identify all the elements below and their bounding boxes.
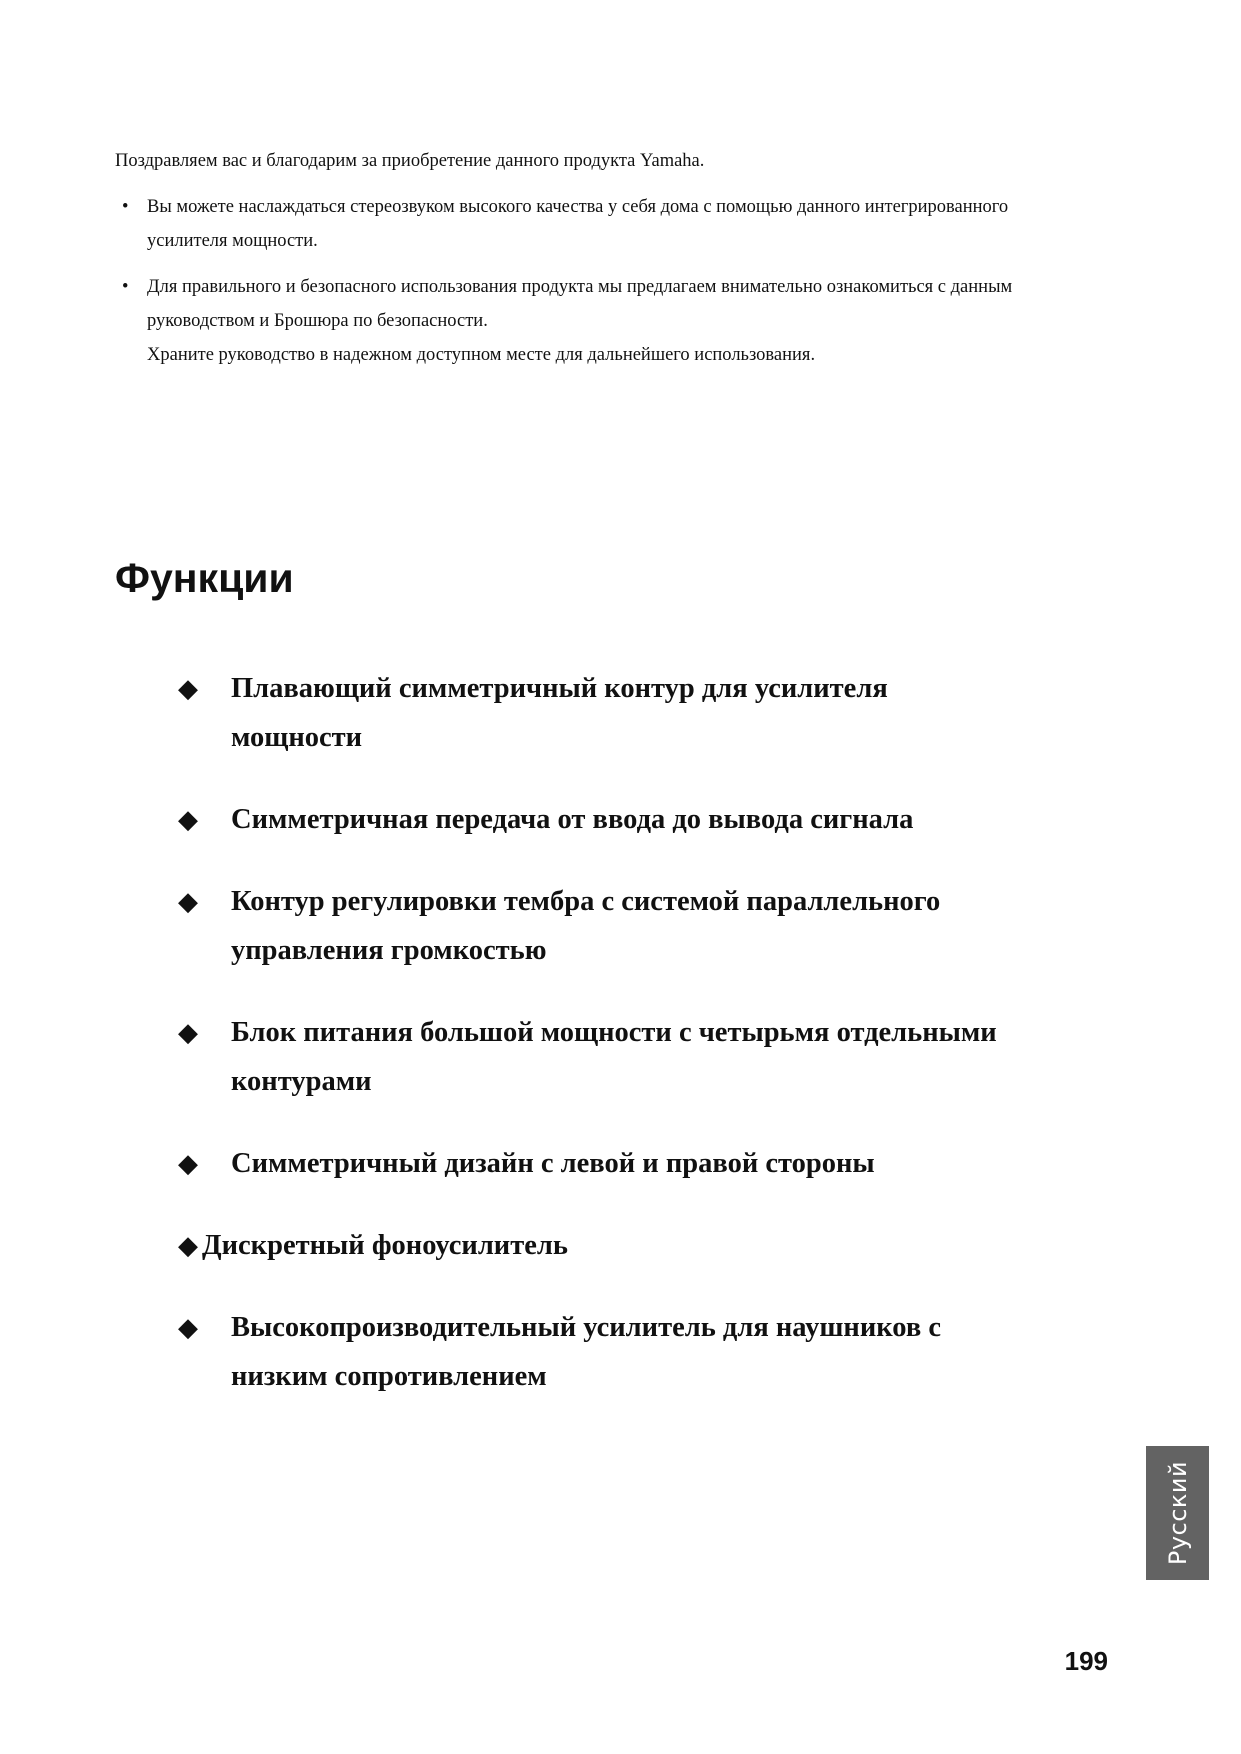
feature-item (178, 795, 1118, 844)
feature-text: Блок питания большой мощности с четырьмя отдельными (231, 1017, 997, 1048)
feature-item (178, 1303, 1118, 1401)
bullet-text: усилителя мощности. (147, 231, 318, 251)
feature-text: контурами (231, 1066, 372, 1097)
feature-text: низким сопротивлением (231, 1361, 547, 1392)
feature-item (178, 877, 1118, 975)
language-tab-label: Русский (1163, 1460, 1192, 1566)
bullet-icon: • (122, 277, 129, 297)
list-item (115, 190, 1105, 258)
greeting-text: Поздравляем вас и благодарим за приобретение данного продукта Yamaha. (115, 151, 705, 171)
bullet-text: Вы можете наслаждаться стереозвуком высокого качества у себя дома с помощью данного интегрированного (147, 197, 1009, 217)
feature-text: Дискретный фоноусилитель (202, 1230, 568, 1261)
feature-item (178, 1221, 1118, 1270)
diamond-icon: ◆ (178, 887, 198, 916)
language-tab (1146, 1446, 1209, 1580)
feature-text: Высокопроизводительный усилитель для наушников с (231, 1312, 942, 1343)
feature-item (178, 664, 1118, 762)
feature-text: управления громкостью (231, 935, 547, 966)
intro-section (115, 144, 1105, 384)
diamond-icon: ◆ (178, 805, 198, 834)
feature-item (178, 1008, 1118, 1106)
intro-bullet-list (115, 190, 1105, 372)
feature-text: Симметричная передача от ввода до вывода сигнала (231, 804, 914, 835)
feature-item (178, 1139, 1118, 1188)
bullet-text: руководством и Брошюра по безопасности. (147, 311, 488, 331)
bullet-icon: • (122, 197, 129, 217)
bullet-text: Храните руководство в надежном доступном месте для дальнейшего использования. (147, 345, 816, 365)
diamond-icon: ◆ (178, 1313, 198, 1342)
feature-text: Плавающий симметричный контур для усилителя (231, 673, 888, 704)
feature-text: Симметричный дизайн с левой и правой стороны (231, 1148, 875, 1179)
diamond-icon: ◆ (178, 674, 198, 703)
page-number: 199 (1064, 1646, 1108, 1676)
features-list (178, 664, 1118, 1434)
feature-text: Контур регулировки тембра с системой параллельного (231, 886, 941, 917)
bullet-text: Для правильного и безопасного использования продукта мы предлагаем внимательно ознакомиться с данным (147, 277, 1013, 297)
diamond-icon: ◆ (178, 1231, 198, 1260)
feature-text: мощности (231, 722, 363, 753)
list-item (115, 270, 1105, 372)
diamond-icon: ◆ (178, 1149, 198, 1178)
diamond-icon: ◆ (178, 1018, 198, 1047)
features-heading: Функции (115, 555, 294, 601)
